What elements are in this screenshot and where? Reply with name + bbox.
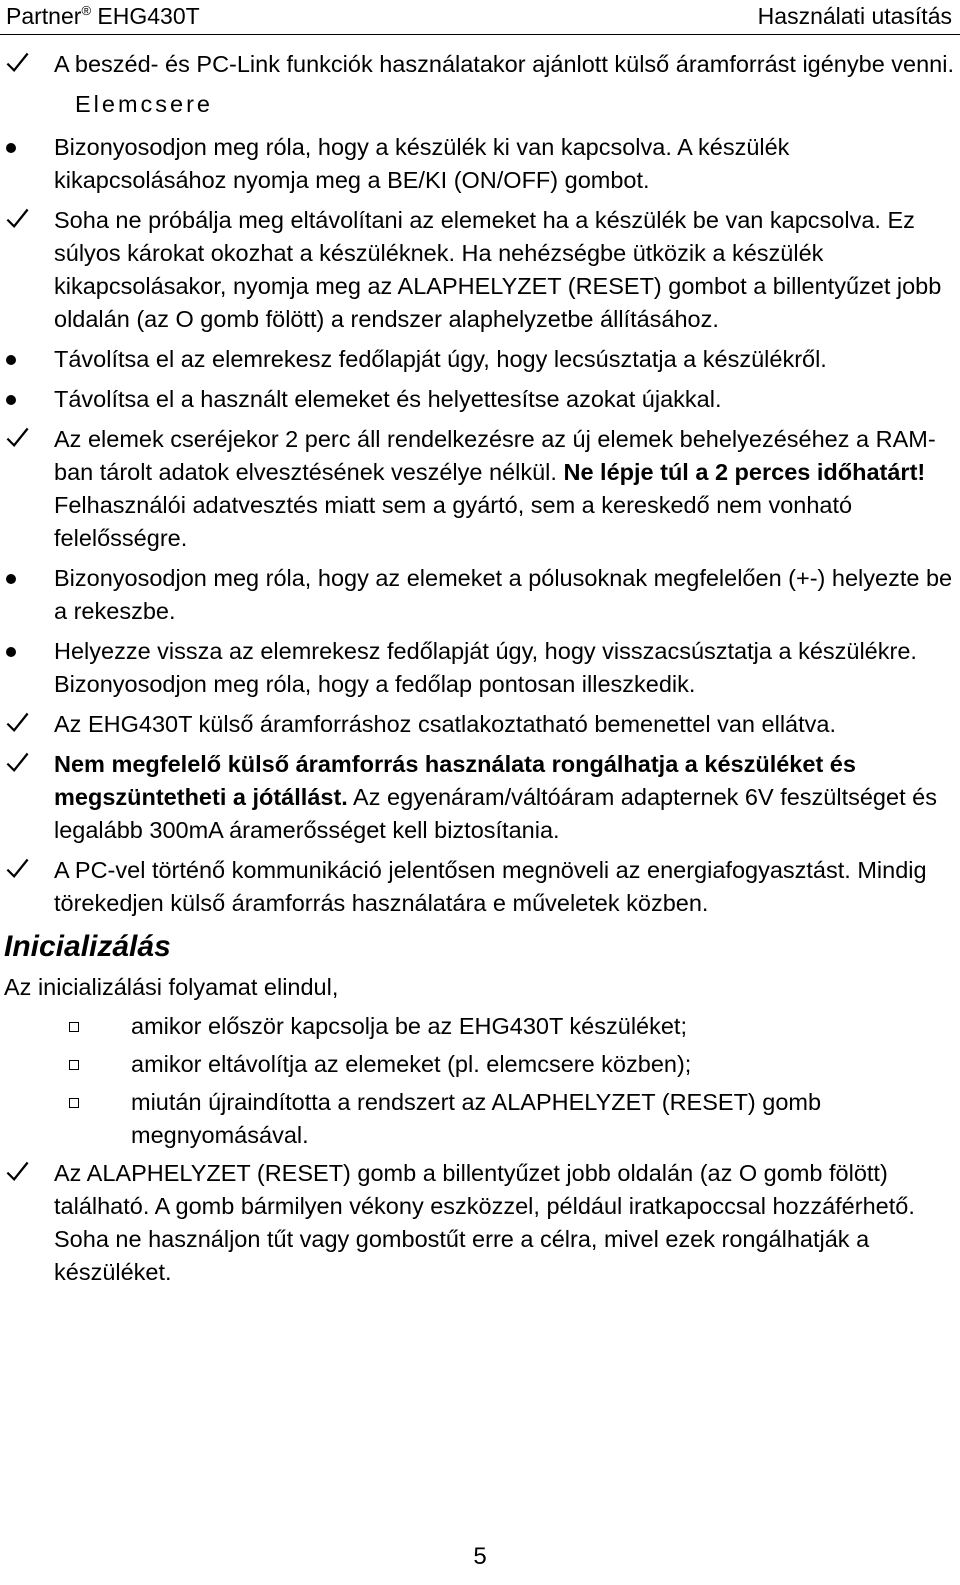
header-title bbox=[6, 3, 200, 30]
item-text: Bizonyosodjon meg róla, hogy az elemeket a pólusoknak megfelelően (+-) helyezte be a rekeszbe. bbox=[54, 565, 953, 624]
item-text: Távolítsa el az elemrekesz fedőlapját úgy, hogy lecsúsztatja a készülékről. bbox=[54, 346, 827, 372]
item-text: Felhasználói adatvesztés miatt sem a gyártó, sem a kereskedő nem vonható felelősségre. bbox=[54, 492, 853, 551]
list-item bbox=[0, 635, 955, 701]
list-item bbox=[0, 131, 955, 197]
header-doc-type: Használati utasítás bbox=[757, 3, 952, 29]
section-intro: Az inicializálási folyamat elindul, bbox=[4, 974, 339, 1000]
instruction-list bbox=[0, 48, 955, 920]
item-text: Bizonyosodjon meg róla, hogy a készülék ki van kapcsolva. A készülék kikapcsolásához nyomja meg a BE/KI (ON/OFF) gombot. bbox=[54, 134, 790, 193]
page-number: 5 bbox=[473, 1543, 487, 1570]
item-text: A beszéd- és PC-Link funkciók használatakor ajánlott külső áramforrást igénybe venni. bbox=[54, 51, 954, 77]
list-item bbox=[0, 383, 955, 416]
list-item bbox=[0, 343, 955, 376]
square-bullet-icon bbox=[69, 1060, 79, 1070]
checkmark-icon bbox=[2, 708, 42, 741]
bullet-icon bbox=[2, 635, 42, 668]
list-item bbox=[0, 1157, 955, 1289]
list-item bbox=[0, 1010, 955, 1043]
checkmark-icon bbox=[2, 48, 42, 81]
registered-mark: ® bbox=[81, 3, 92, 18]
item-text: Soha ne próbálja meg eltávolítani az elemeket ha a készülék be van kapcsolva. Ez súlyos károkat okozhat a készüléknek. Ha nehézségbe ütközik a készülék kikapcsolásakor, nyomja meg az ALAPHELYZET (RESET) gombot a billentyűzet jobb oldalán (az O gomb fölött) a rendszer alaphelyzetbe állításához. bbox=[54, 207, 942, 332]
item-text: Helyezze vissza az elemrekesz fedőlapját úgy, hogy visszacsúsztatja a készülékre. Bizonyosodjon meg róla, hogy a fedőlap pontosan illeszkedik. bbox=[54, 638, 917, 697]
square-bullet-icon bbox=[69, 1022, 79, 1032]
init-conditions-list bbox=[0, 1010, 955, 1152]
checkmark-icon bbox=[2, 204, 42, 237]
list-item bbox=[0, 204, 955, 336]
checkmark-icon bbox=[2, 423, 42, 456]
list-item bbox=[0, 854, 955, 920]
item-text: amikor először kapcsolja be az EHG430T készüléket; bbox=[131, 1013, 687, 1039]
list-item bbox=[0, 48, 955, 81]
subsection-title: Elemcsere bbox=[75, 91, 214, 117]
checkmark-icon bbox=[2, 1157, 42, 1190]
model-name: EHG430T bbox=[97, 3, 200, 29]
item-text: A PC-vel történő kommunikáció jelentősen megnöveli az energiafogyasztást. Mindig törekedjen külső áramforrás használatára e műveletek közben. bbox=[54, 857, 927, 916]
page-content bbox=[0, 48, 955, 1296]
emphasis-text: Ne lépje túl a 2 perces időhatárt! bbox=[563, 459, 926, 485]
item-text: miután újraindította a rendszert az ALAPHELYZET (RESET) gomb megnyomásával. bbox=[131, 1089, 822, 1148]
item-text: amikor eltávolítja az elemeket (pl. elemcsere közben); bbox=[131, 1051, 692, 1077]
list-item bbox=[0, 708, 955, 741]
list-item bbox=[0, 1086, 955, 1152]
bullet-icon bbox=[2, 131, 42, 164]
final-instruction bbox=[0, 1157, 955, 1289]
item-text: Az elemek cseréjekor 2 perc áll rendelkezésre az új elemek behelyezéséhez a RAM-ban tárolt adatok elvesztésének veszélye nélkül. bbox=[54, 426, 936, 485]
item-text: Az egyenáram/váltóáram adapternek 6V feszültséget és legalább 300mA áramerősséget kell biztosítania. bbox=[54, 784, 937, 843]
square-bullet-icon bbox=[69, 1098, 79, 1108]
item-text: Távolítsa el a használt elemeket és helyettesítse azokat újakkal. bbox=[54, 386, 722, 412]
list-item bbox=[0, 562, 955, 628]
checkmark-icon bbox=[2, 854, 42, 887]
section-heading: Inicializálás bbox=[4, 930, 171, 963]
item-text: Az ALAPHELYZET (RESET) gomb a billentyűzet jobb oldalán (az O gomb fölött) található. A gomb bármilyen vékony eszközzel, például iratkapoccsal hozzáférhető. Soha ne használjon tűt vagy gombostűt erre a célra, mivel ezek rongálhatják a készüléket. bbox=[54, 1160, 915, 1285]
list-item bbox=[0, 748, 955, 847]
item-text: Az EHG430T külső áramforráshoz csatlakoztatható bemenettel van ellátva. bbox=[54, 711, 836, 737]
bullet-icon bbox=[2, 562, 42, 595]
page-header bbox=[0, 0, 960, 35]
list-item bbox=[0, 1048, 955, 1081]
list-item bbox=[0, 423, 955, 555]
emphasis-text: Nem megfelelő külső áramforrás használata rongálhatja a készüléket és megszüntetheti a jótállást. bbox=[54, 751, 856, 810]
checkmark-icon bbox=[2, 748, 42, 781]
bullet-icon bbox=[2, 383, 42, 416]
bullet-icon bbox=[2, 343, 42, 376]
brand-name: Partner bbox=[6, 3, 82, 29]
